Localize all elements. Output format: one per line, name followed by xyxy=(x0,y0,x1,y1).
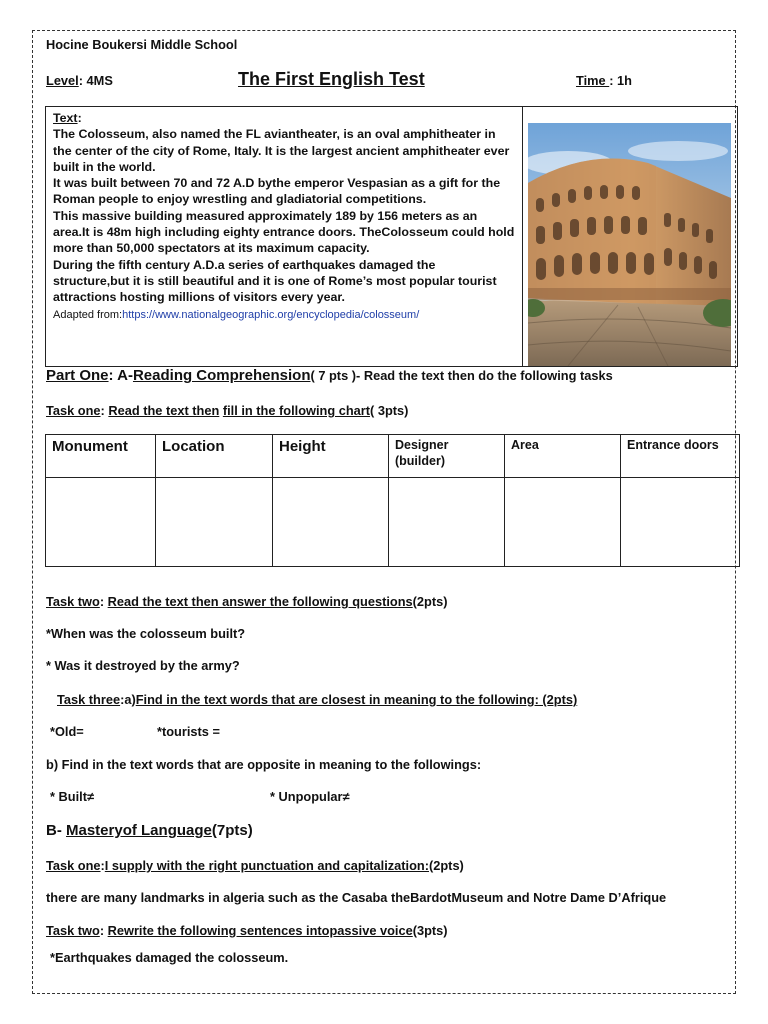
task-three-line xyxy=(57,692,577,707)
task-one-points: ( 3pts) xyxy=(370,403,409,418)
task-three-instruction: Find in the text words that are closest in meaning to the following: (2pts) xyxy=(135,692,578,707)
chart-cell-height[interactable] xyxy=(273,478,389,567)
time-value: : 1h xyxy=(609,73,632,88)
level-label: Level xyxy=(46,73,79,88)
task-one-line xyxy=(46,403,408,418)
source-label: Adapted from: xyxy=(53,308,123,321)
chart-header-area: Area xyxy=(505,435,621,478)
antonym-built: * Built≠ xyxy=(50,789,94,804)
chart-cell-entrance-doors[interactable] xyxy=(621,478,740,567)
task-one-instruction-b: fill in the following chart xyxy=(222,403,371,418)
source-link[interactable]: https://www.nationalgeographic.org/encyclopedia/colosseum/ xyxy=(122,308,420,321)
part-one-colon: : A- xyxy=(108,367,133,384)
task-two-b-instruction: Rewrite the following sentences intopassive voice xyxy=(107,923,413,938)
task-two-b-label: Task two xyxy=(46,923,100,938)
chart-header-location: Location xyxy=(156,435,273,478)
page-title: The First English Test xyxy=(238,69,425,89)
task-two-b-line xyxy=(46,923,448,938)
reading-text xyxy=(53,110,515,323)
task-one-colon: : xyxy=(100,403,109,418)
chart-header-monument: Monument xyxy=(46,435,156,478)
colosseum-photo xyxy=(528,123,731,366)
task-two-points: (2pts) xyxy=(412,594,448,609)
text-label: Text xyxy=(53,111,78,125)
text-label-colon: : xyxy=(77,111,82,125)
part-b-prefix: B- xyxy=(46,822,66,839)
part-b-points: (7pts) xyxy=(211,822,253,839)
chart-cell-area[interactable] xyxy=(505,478,621,567)
text-paragraph-1: The Colosseum, also named the FL aviantheater, is an oval amphitheater in the center of the city of Rome, Italy. It is the largest ancient amphitheater ever built in the world. xyxy=(53,127,510,174)
level-line xyxy=(46,73,113,88)
synonym-old: *Old= xyxy=(50,724,84,739)
part-one-instruction: - Read the text then do the following tasks xyxy=(356,368,613,383)
time-line xyxy=(576,73,632,88)
part-one-points: ( 7 pts ) xyxy=(310,368,357,383)
part-one-heading xyxy=(46,367,613,384)
reading-text-box xyxy=(45,106,738,367)
task-one-b-instruction: I supply with the right punctuation and capitalization: xyxy=(104,858,429,873)
text-source xyxy=(53,307,515,323)
punctuation-sentence: there are many landmarks in algeria such as the Casaba theBardotMuseum and Notre Dame D’Afrique xyxy=(46,890,667,905)
antonym-unpopular: * Unpopular≠ xyxy=(270,789,350,804)
task-three-part-b: b) Find in the text words that are opposite in meaning to the followings: xyxy=(46,757,482,772)
part-b-title: Masteryof Language xyxy=(66,822,212,839)
task-three-label: Task three xyxy=(57,692,121,707)
task-one-label: Task one xyxy=(46,403,101,418)
chart-header-entrance-doors: Entrance doors xyxy=(621,435,740,478)
task-two-b-colon: : xyxy=(99,923,108,938)
chart-cell-designer[interactable] xyxy=(389,478,505,567)
passive-sentence: *Earthquakes damaged the colosseum. xyxy=(50,950,289,965)
task-one-b-label: Task one xyxy=(46,858,101,873)
chart-header-row xyxy=(46,435,740,478)
synonym-tourists: *tourists = xyxy=(157,724,220,739)
chart-answer-row xyxy=(46,478,740,567)
question-1: *When was the colosseum built? xyxy=(46,626,246,641)
chart-cell-location[interactable] xyxy=(156,478,273,567)
part-b-heading xyxy=(46,822,253,839)
task-two-label: Task two xyxy=(46,594,100,609)
task-one-b-line xyxy=(46,858,464,873)
fill-in-chart xyxy=(45,434,740,567)
text-box-divider xyxy=(522,107,523,366)
level-value: : 4MS xyxy=(78,73,113,88)
school-name: Hocine Boukersi Middle School xyxy=(46,37,238,52)
text-paragraph-3: This massive building measured approximately 189 by 156 meters as an area.It is 48m high including eighty entrance doors. TheColosseum could hold more than 50,000 spectators at its maximum capacity. xyxy=(53,208,515,256)
part-one-label: Part One xyxy=(46,367,109,384)
chart-header-height: Height xyxy=(273,435,389,478)
time-label: Time xyxy=(576,73,610,88)
task-two-colon: : xyxy=(99,594,108,609)
chart-cell-monument[interactable] xyxy=(46,478,156,567)
question-2: * Was it destroyed by the army? xyxy=(46,658,240,673)
task-three-colon: :a) xyxy=(120,692,136,707)
part-one-title: Reading Comprehension xyxy=(132,367,311,384)
task-two-b-points: (3pts) xyxy=(412,923,448,938)
task-one-b-colon: : xyxy=(100,858,105,873)
task-two-instruction: Read the text then answer the following questions xyxy=(107,594,413,609)
chart-header-designer: Designer (builder) xyxy=(389,435,505,478)
task-one-instruction-a: Read the text then xyxy=(108,403,220,418)
task-two-line xyxy=(46,594,448,609)
text-paragraph-4: During the fifth century A.D.a series of earthquakes damaged the structure,but it is still beautiful and it is one of Rome’s most popular tourist attractions hosting millions of visitors every year. xyxy=(53,257,497,305)
task-one-b-points: (2pts) xyxy=(428,858,464,873)
text-paragraph-2: It was built between 70 and 72 A.D bythe emperor Vespasian as a gift for the Roman people to enjoy wrestling and gladiatorial competitions. xyxy=(53,176,501,207)
